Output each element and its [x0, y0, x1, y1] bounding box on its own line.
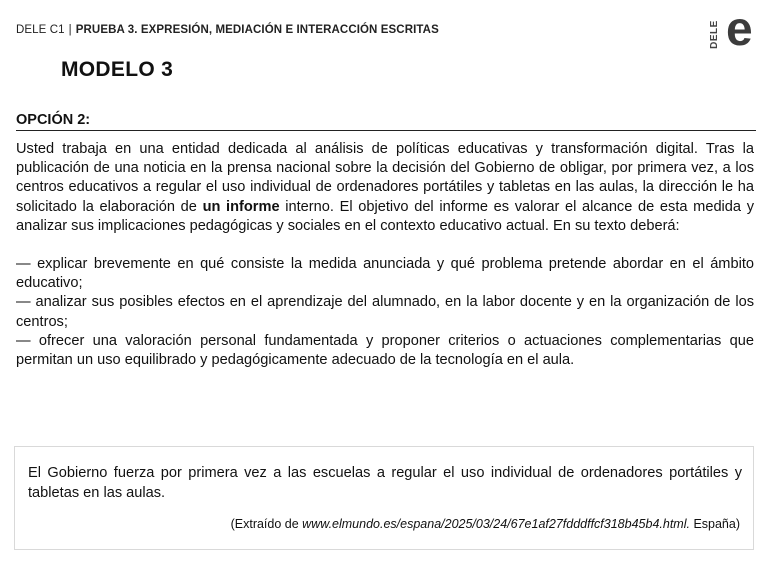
- option-heading: OPCIÓN 2:: [16, 112, 91, 128]
- header-separator: |: [68, 24, 72, 36]
- task-intro: Usted trabaja en una entidad dedicada al análisis de políticas educativas y transformación digital. Tras la publicación de una noticia en la prensa nacional sobre la decisión del Gobierno de obligar, por primera vez, a los centros educativos a regular el uso individual de ordenadores portátiles y tabletas en las aulas, la dirección le ha solicitado la elaboración de un informe interno. El objetivo del informe es valorar el alcance de esta medida y analizar sus implicaciones pedagógicas y sociales en el contexto educativo actual. En su texto deberá:: [16, 141, 754, 234]
- task-point: — explicar brevemente en qué consiste la medida anunciada y qué problema pretende abordar en el ámbito educativo;: [16, 256, 754, 292]
- page-title: MODELO 3: [61, 58, 174, 81]
- exam-level: DELE C1: [16, 24, 65, 36]
- news-quote-source: (Extraído de www.elmundo.es/espana/2025/03/24/67e1af27fdddffcf318b45b4.html. España): [230, 517, 740, 531]
- news-quote-text: El Gobierno fuerza por primera vez a las escuelas a regular el uso individual de ordenadores portátiles y tabletas en las aulas.: [28, 465, 742, 501]
- task-intro-bold: un informe: [202, 198, 280, 215]
- heading-divider: [16, 130, 756, 131]
- source-url: www.elmundo.es/espana/2025/03/24/67e1af27fdddffcf318b45b4.html.: [302, 517, 690, 531]
- task-instructions: [16, 140, 754, 370]
- exam-section: PRUEBA 3. EXPRESIÓN, MEDIACIÓN E INTERACCIÓN ESCRITAS: [75, 24, 439, 36]
- task-point: — analizar sus posibles efectos en el aprendizaje del alumnado, en la labor docente y en la organización de los centros;: [16, 294, 754, 330]
- logo-vertical-text: DELE: [708, 20, 720, 49]
- task-point: — ofrecer una valoración personal fundamentada y proponer criterios o actuaciones complementarias que permitan un uso equilibrado y pedagógicamente adecuado de la tecnología en el aula.: [16, 332, 754, 369]
- news-quote-box: [14, 446, 754, 550]
- exam-header: [16, 24, 439, 36]
- logo-letter: e: [726, 3, 753, 56]
- dele-logo: [708, 3, 768, 56]
